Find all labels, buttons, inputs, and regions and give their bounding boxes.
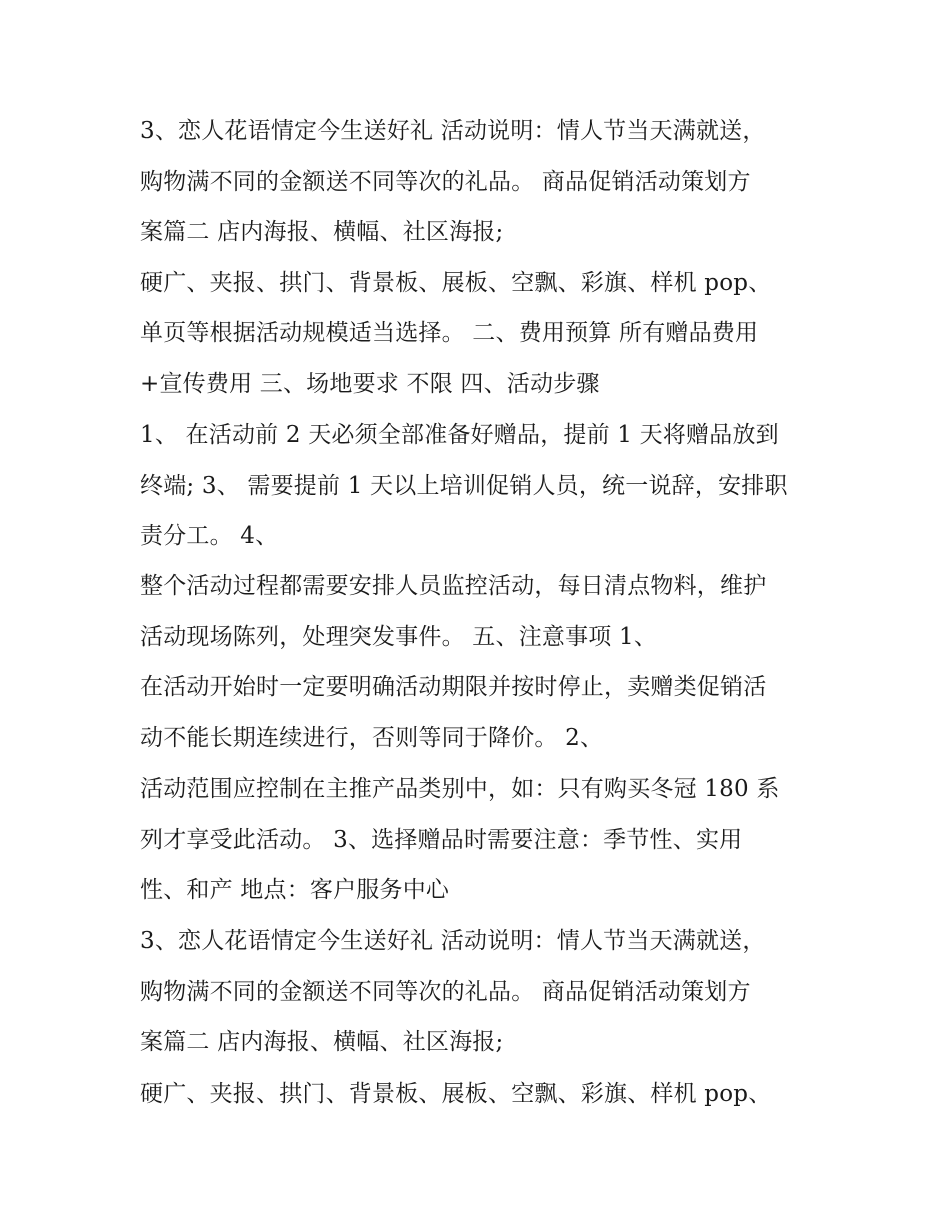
- text-line-13: 动不能长期连续进行，否则等同于降价。 2、: [140, 725, 604, 751]
- text-line-5: 单页等根据活动规模适当选择。 二、费用预算 所有赠品费用: [140, 320, 759, 346]
- text-line-14: 活动范围应控制在主推产品类别中，如：只有购买冬冠 180 系: [140, 776, 780, 802]
- text-line-12: 在活动开始时一定要明确活动期限并按时停止，卖赠类促销活: [140, 674, 767, 700]
- text-line-6: +宣传费用 三、场地要求 不限 四、活动步骤: [140, 371, 600, 397]
- text-line-17: 3、恋人花语情定今生送好礼 活动说明：情人节当天满就送，: [140, 928, 766, 954]
- text-line-11: 活动现场陈列，处理突发事件。 五、注意事项 1、: [140, 624, 658, 650]
- text-line-1: 3、恋人花语情定今生送好礼 活动说明：情人节当天满就送，: [140, 118, 766, 144]
- text-line-10: 整个活动过程都需要安排人员监控活动，每日清点物料，维护: [140, 573, 767, 599]
- text-line-8: 终端; 3、 需要提前 1 天以上培训促销人员，统一说辞，安排职: [140, 473, 788, 499]
- text-line-15: 列才享受此活动。 3、选择赠品时需要注意：季节性、实用: [140, 827, 743, 853]
- text-line-19: 案篇二 店内海报、横幅、社区海报;: [140, 1029, 504, 1055]
- text-line-20: 硬广、夹报、拱门、背景板、展板、空飘、彩旗、样机 pop、: [140, 1081, 772, 1107]
- text-line-3: 案篇二 店内海报、横幅、社区海报;: [140, 219, 504, 245]
- text-line-18: 购物满不同的金额送不同等次的礼品。 商品促销活动策划方: [140, 979, 751, 1005]
- text-line-7: 1、 在活动前 2 天必须全部准备好赠品，提前 1 天将赠品放到: [140, 422, 779, 448]
- text-line-16: 性、和产 地点：客户服务中心: [140, 877, 450, 903]
- text-line-9: 责分工。 4、: [140, 523, 279, 549]
- text-line-4: 硬广、夹报、拱门、背景板、展板、空飘、彩旗、样机 pop、: [140, 270, 772, 296]
- text-line-2: 购物满不同的金额送不同等次的礼品。 商品促销活动策划方: [140, 169, 751, 195]
